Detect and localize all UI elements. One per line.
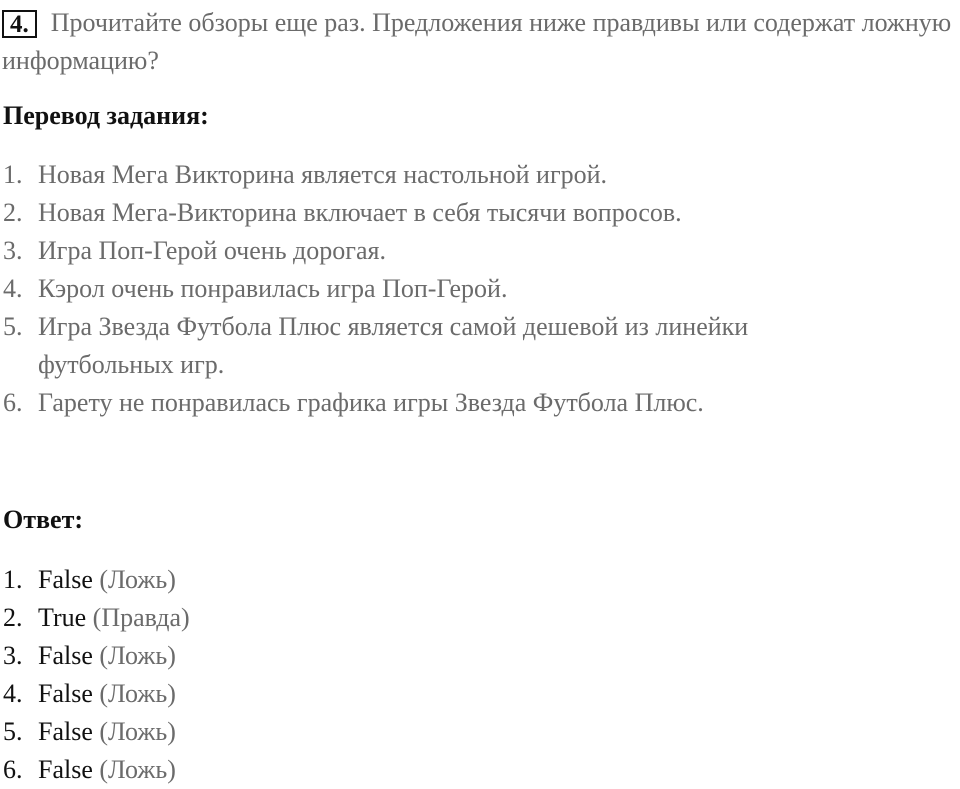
translation-item: [0, 270, 900, 308]
answer-translation: (Ложь): [99, 679, 176, 708]
translation-heading: Перевод задания:: [3, 101, 209, 130]
answer-translation: (Ложь): [99, 565, 176, 594]
item-number: 3.: [3, 641, 23, 670]
answer-item: [0, 675, 600, 713]
item-number: 3.: [3, 236, 23, 265]
item-text: Игра Звезда Футбола Плюс является самой дешевой из линейки футбольных игр.: [38, 312, 749, 379]
item-text: Гарету не понравилась графика игры Звезда Футбола Плюс.: [38, 388, 704, 417]
answer-value: False: [38, 679, 93, 708]
translation-item: [0, 156, 900, 194]
answer-value: False: [38, 641, 93, 670]
task-text: Прочитайте обзоры еще раз. Предложения ниже правдивы или содержат ложную информацию?: [2, 8, 952, 75]
item-number: 4.: [3, 274, 23, 303]
answer-list: [0, 561, 600, 789]
answer-value: False: [38, 717, 93, 746]
answer-item: [0, 599, 600, 637]
item-number: 2.: [3, 603, 23, 632]
item-number: 4.: [3, 679, 23, 708]
answer-heading: Ответ:: [3, 505, 84, 534]
item-number: 5.: [3, 312, 23, 341]
answer-item: [0, 713, 600, 751]
item-number: 6.: [3, 755, 23, 784]
answer-value: False: [38, 565, 93, 594]
item-number: 6.: [3, 388, 23, 417]
item-text: Новая Мега-Викторина включает в себя тысячи вопросов.: [38, 198, 682, 227]
answer-item: [0, 637, 600, 675]
item-number: 2.: [3, 198, 23, 227]
answer-item: [0, 561, 600, 599]
translation-list: [0, 156, 900, 422]
item-number: 5.: [3, 717, 23, 746]
translation-item: [0, 384, 900, 422]
translation-item: [0, 308, 838, 384]
answer-item: [0, 751, 600, 789]
item-text: Новая Мега Викторина является настольной игрой.: [38, 160, 608, 189]
task-statement: [2, 4, 960, 80]
answer-translation: (Ложь): [99, 755, 176, 784]
translation-item: [0, 232, 900, 270]
translation-item: [0, 194, 900, 232]
answer-translation: (Правда): [92, 603, 190, 632]
item-number: 1.: [3, 160, 23, 189]
item-text: Кэрол очень понравилась игра Поп-Герой.: [38, 274, 508, 303]
item-text: Игра Поп-Герой очень дорогая.: [38, 236, 386, 265]
answer-value: False: [38, 755, 93, 784]
answer-translation: (Ложь): [99, 717, 176, 746]
task-number-badge: 4.: [2, 10, 37, 38]
answer-translation: (Ложь): [99, 641, 176, 670]
answer-value: True: [38, 603, 87, 632]
item-number: 1.: [3, 565, 23, 594]
